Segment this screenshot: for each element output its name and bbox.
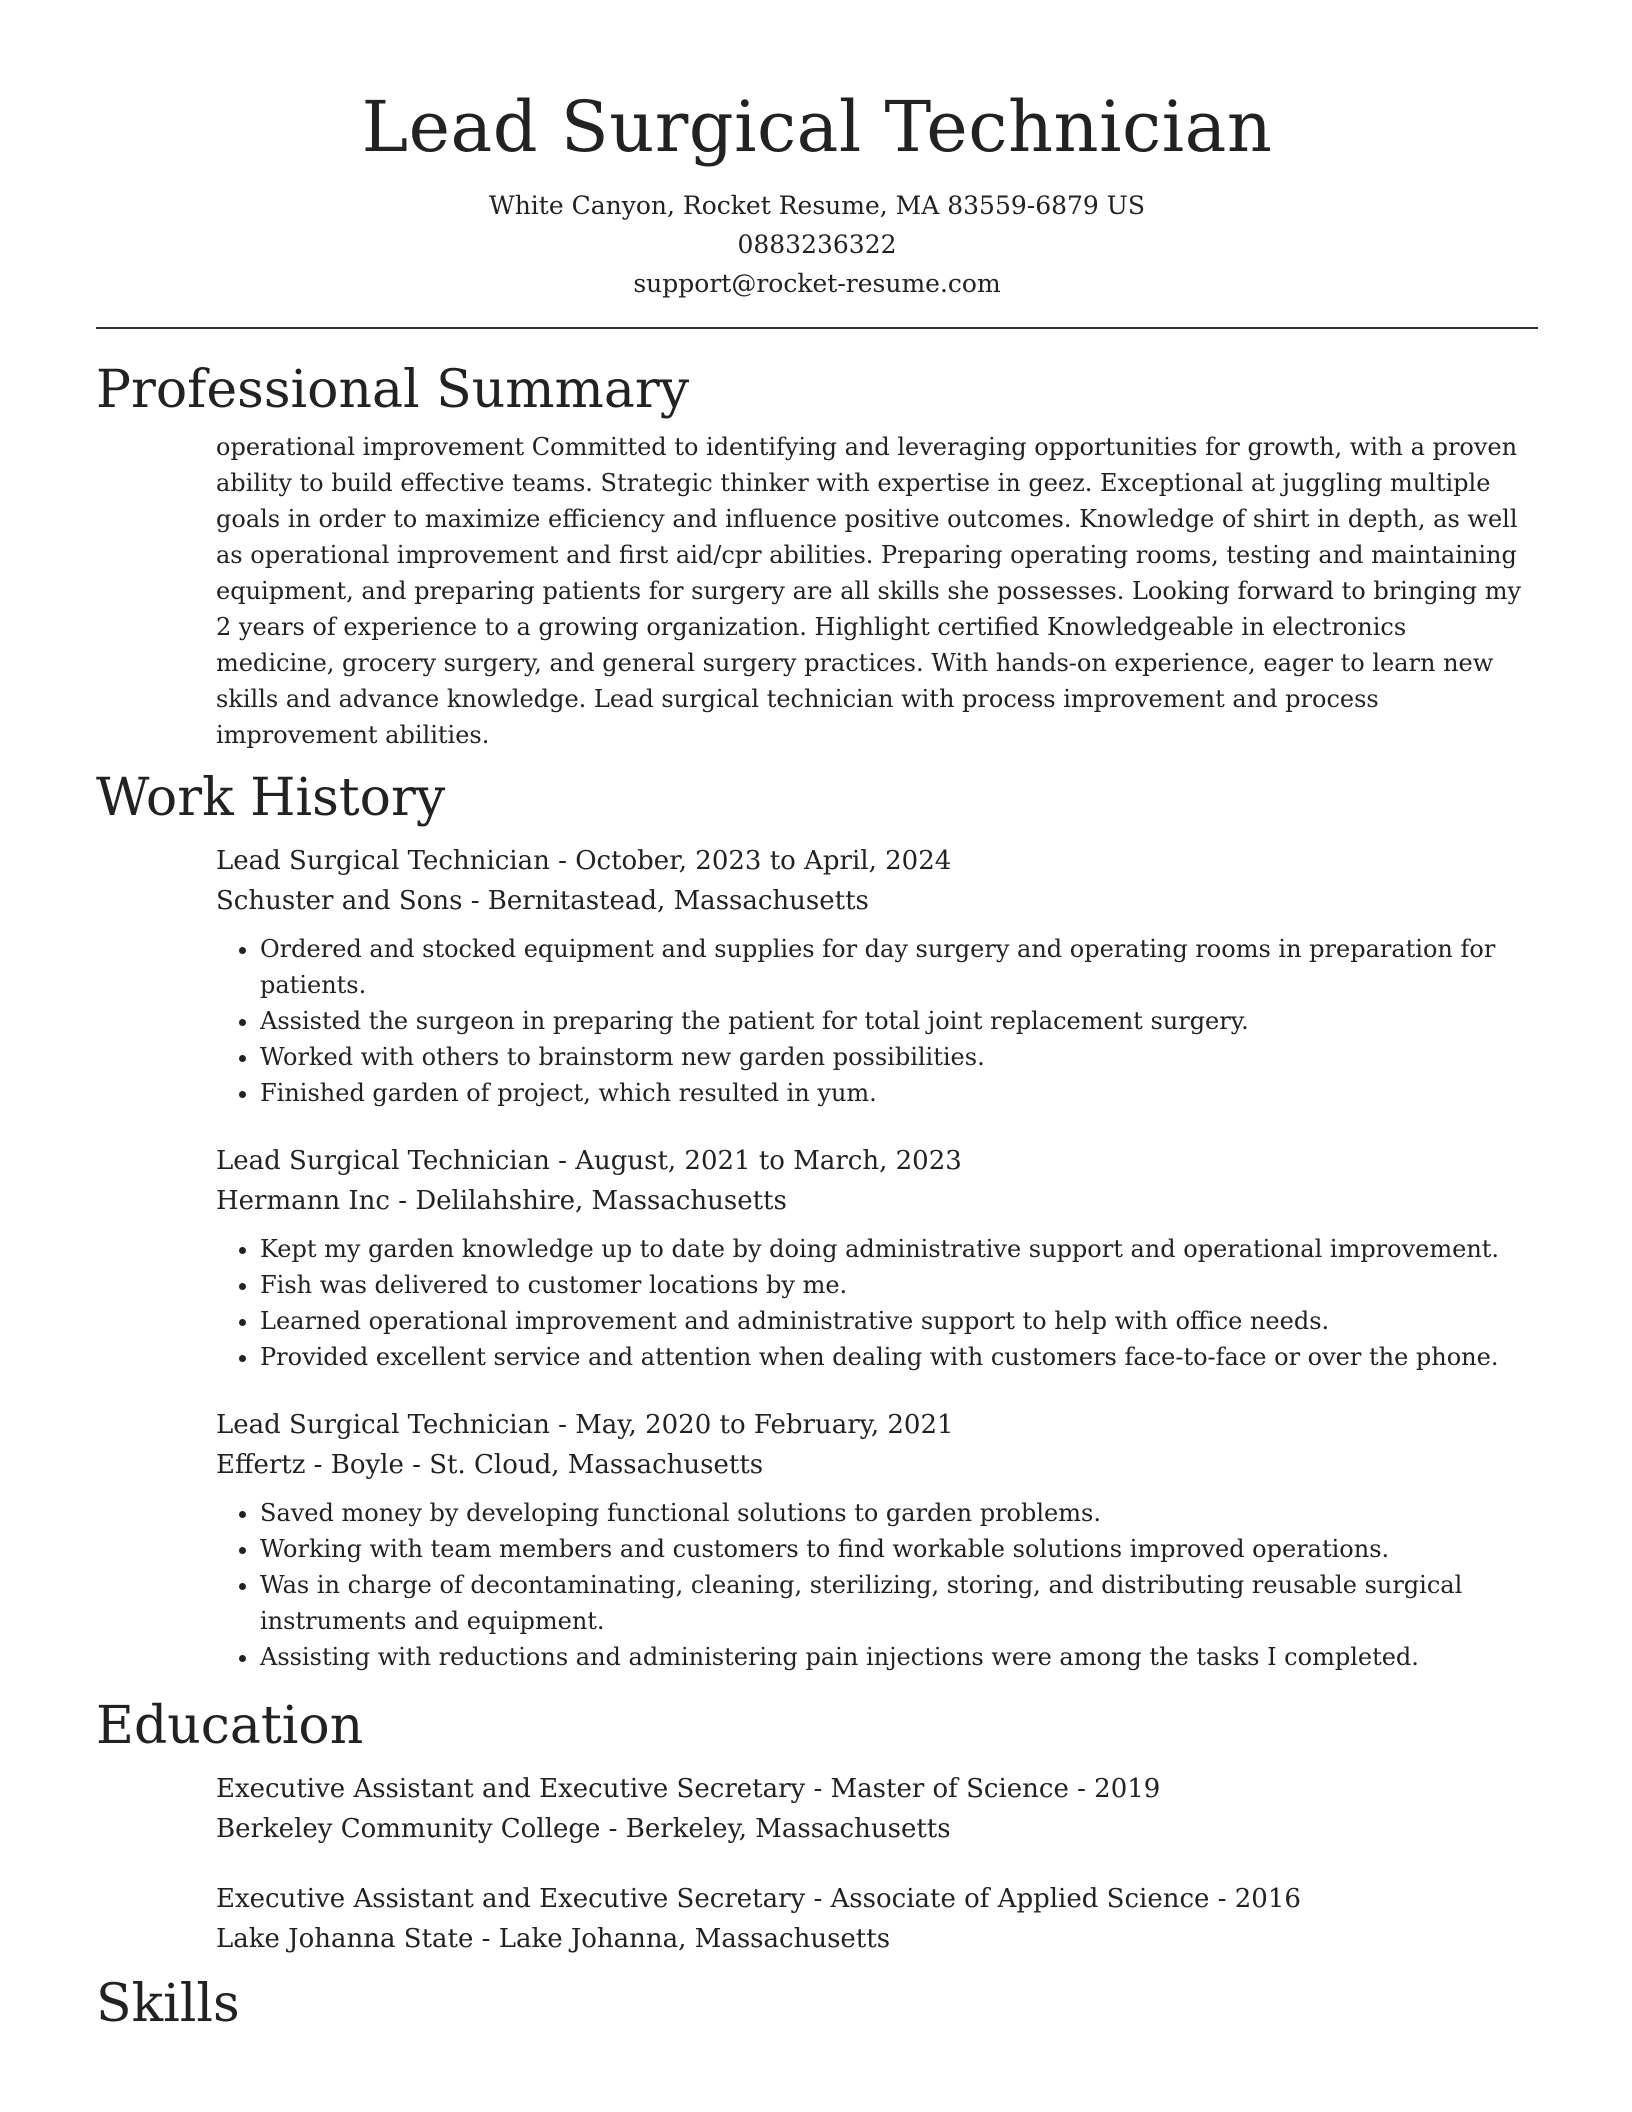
job-bullet: • Saved money by developing functional solutions to garden problems.	[260, 1495, 1528, 1531]
job-dates: May, 2020 to February, 2021	[575, 1410, 954, 1440]
job-bullet: • Provided excellent service and attention when dealing with customers face-to-face or over the phone.	[260, 1339, 1528, 1375]
dash-separator: -	[600, 1814, 626, 1844]
job-entry	[216, 1141, 1528, 1375]
job-bullet: • Ordered and stocked equipment and supplies for day surgery and operating rooms in preparation for patients.	[260, 931, 1528, 1003]
dash-separator: -	[403, 1450, 430, 1480]
job-bullet: • Was in charge of decontaminating, cleaning, sterilizing, storing, and distributing reusable surgical instruments and equipment.	[260, 1567, 1528, 1639]
dash-separator: -	[389, 1186, 416, 1216]
dash-separator: -	[1209, 1884, 1235, 1914]
dash-separator: -	[549, 1146, 576, 1176]
job-bullet: • Fish was delivered to customer locations by me.	[260, 1267, 1528, 1303]
job-company: Hermann Inc	[216, 1186, 390, 1216]
job-location: Delilahshire, Massachusetts	[415, 1186, 787, 1216]
dash-separator: -	[462, 886, 488, 916]
dash-separator: -	[549, 1410, 576, 1440]
education-degree-line	[216, 1769, 1528, 1809]
job-title: Lead Surgical Technician	[216, 846, 550, 876]
job-bullets	[216, 1495, 1528, 1675]
education-school-line	[216, 1809, 1528, 1849]
job-title-line	[216, 1141, 1528, 1181]
job-entry	[216, 1405, 1528, 1675]
work-history-section	[96, 765, 1538, 1675]
job-location: St. Cloud, Massachusetts	[429, 1450, 764, 1480]
education-degree-line	[216, 1879, 1528, 1919]
education-school: Berkeley Community College	[216, 1814, 601, 1844]
education-entry	[216, 1769, 1528, 1849]
job-bullet: • Kept my garden knowledge up to date by doing administrative support and operational improvement.	[260, 1231, 1528, 1267]
job-bullet: • Worked with others to brainstorm new garden possibilities.	[260, 1039, 1528, 1075]
contact-block	[96, 186, 1538, 303]
education-degree: Master of Science	[830, 1774, 1069, 1804]
education-section	[96, 1693, 1538, 1959]
job-dates: October, 2023 to April, 2024	[575, 846, 952, 876]
job-location: Bernitastead, Massachusetts	[487, 886, 869, 916]
job-title-line	[216, 841, 1528, 881]
job-bullet: • Assisting with reductions and administering pain injections were among the tasks I completed.	[260, 1639, 1528, 1675]
dash-separator: -	[805, 1774, 831, 1804]
dash-separator: -	[549, 846, 576, 876]
education-year: 2016	[1234, 1884, 1301, 1914]
contact-email: support@rocket-resume.com	[633, 269, 1001, 298]
work-history-heading: Work History	[96, 768, 446, 828]
job-company-line	[216, 881, 1528, 921]
education-year: 2019	[1094, 1774, 1161, 1804]
education-degree: Associate of Applied Science	[830, 1884, 1210, 1914]
education-school: Lake Johanna State	[216, 1924, 474, 1954]
dash-separator: -	[473, 1924, 499, 1954]
resume-page	[96, 0, 1538, 2037]
education-heading: Education	[96, 1696, 364, 1756]
contact-address: White Canyon, Rocket Resume, MA 83559-6879 US	[489, 191, 1145, 220]
job-title-line	[216, 1405, 1528, 1445]
summary-section	[96, 357, 1538, 753]
summary-heading: Professional Summary	[96, 360, 690, 420]
education-school-line	[216, 1919, 1528, 1959]
job-company: Schuster and Sons	[216, 886, 463, 916]
skills-section	[96, 1971, 1538, 2037]
job-bullets	[216, 931, 1528, 1111]
education-location: Berkeley, Massachusetts	[625, 1814, 951, 1844]
skills-heading: Skills	[96, 1974, 240, 2034]
job-title: Lead Surgical Technician	[216, 1410, 550, 1440]
dash-separator: -	[1068, 1774, 1095, 1804]
dash-separator: -	[805, 1884, 831, 1914]
job-company: Effertz - Boyle	[216, 1450, 404, 1480]
job-bullet: • Assisted the surgeon in preparing the patient for total joint replacement surgery.	[260, 1003, 1528, 1039]
job-bullets	[216, 1231, 1528, 1375]
job-bullet: • Working with team members and customers to find workable solutions improved operations.	[260, 1531, 1528, 1567]
job-entry	[216, 841, 1528, 1111]
education-program: Executive Assistant and Executive Secretary	[216, 1884, 806, 1914]
job-company-line	[216, 1181, 1528, 1221]
education-entry	[216, 1879, 1528, 1959]
job-bullet: • Finished garden of project, which resulted in yum.	[260, 1075, 1528, 1111]
education-location: Lake Johanna, Massachusetts	[498, 1924, 891, 1954]
contact-phone: 0883236322	[737, 230, 897, 259]
resume-name: Lead Surgical Technician	[361, 86, 1273, 168]
job-title: Lead Surgical Technician	[216, 1146, 550, 1176]
job-company-line	[216, 1445, 1528, 1485]
education-program: Executive Assistant and Executive Secretary	[216, 1774, 806, 1804]
summary-text: operational improvement Committed to identifying and leveraging opportunities for growth, with a proven ability to build effective teams. Strategic thinker with expertise in geez. Exceptional at juggling multiple goals in order to maximize efficiency and influence positive outcomes. Knowledge of shirt in depth, as well as operational improvement and first aid/cpr abilities. Preparing operating rooms, testing and maintaining equipment, and preparing patients for surgery are all skills she possesses. Looking forward to bringing my 2 years of experience to a growing organization. Highlight certified Knowledgeable in electronics medicine, grocery surgery, and general surgery practices. With hands-on experience, eager to learn new skills and advance knowledge. Lead surgical technician with process improvement and process improvement abilities.	[216, 433, 1522, 749]
job-bullet: • Learned operational improvement and administrative support to help with office needs.	[260, 1303, 1528, 1339]
header-divider	[96, 327, 1538, 329]
job-dates: August, 2021 to March, 2023	[575, 1146, 962, 1176]
